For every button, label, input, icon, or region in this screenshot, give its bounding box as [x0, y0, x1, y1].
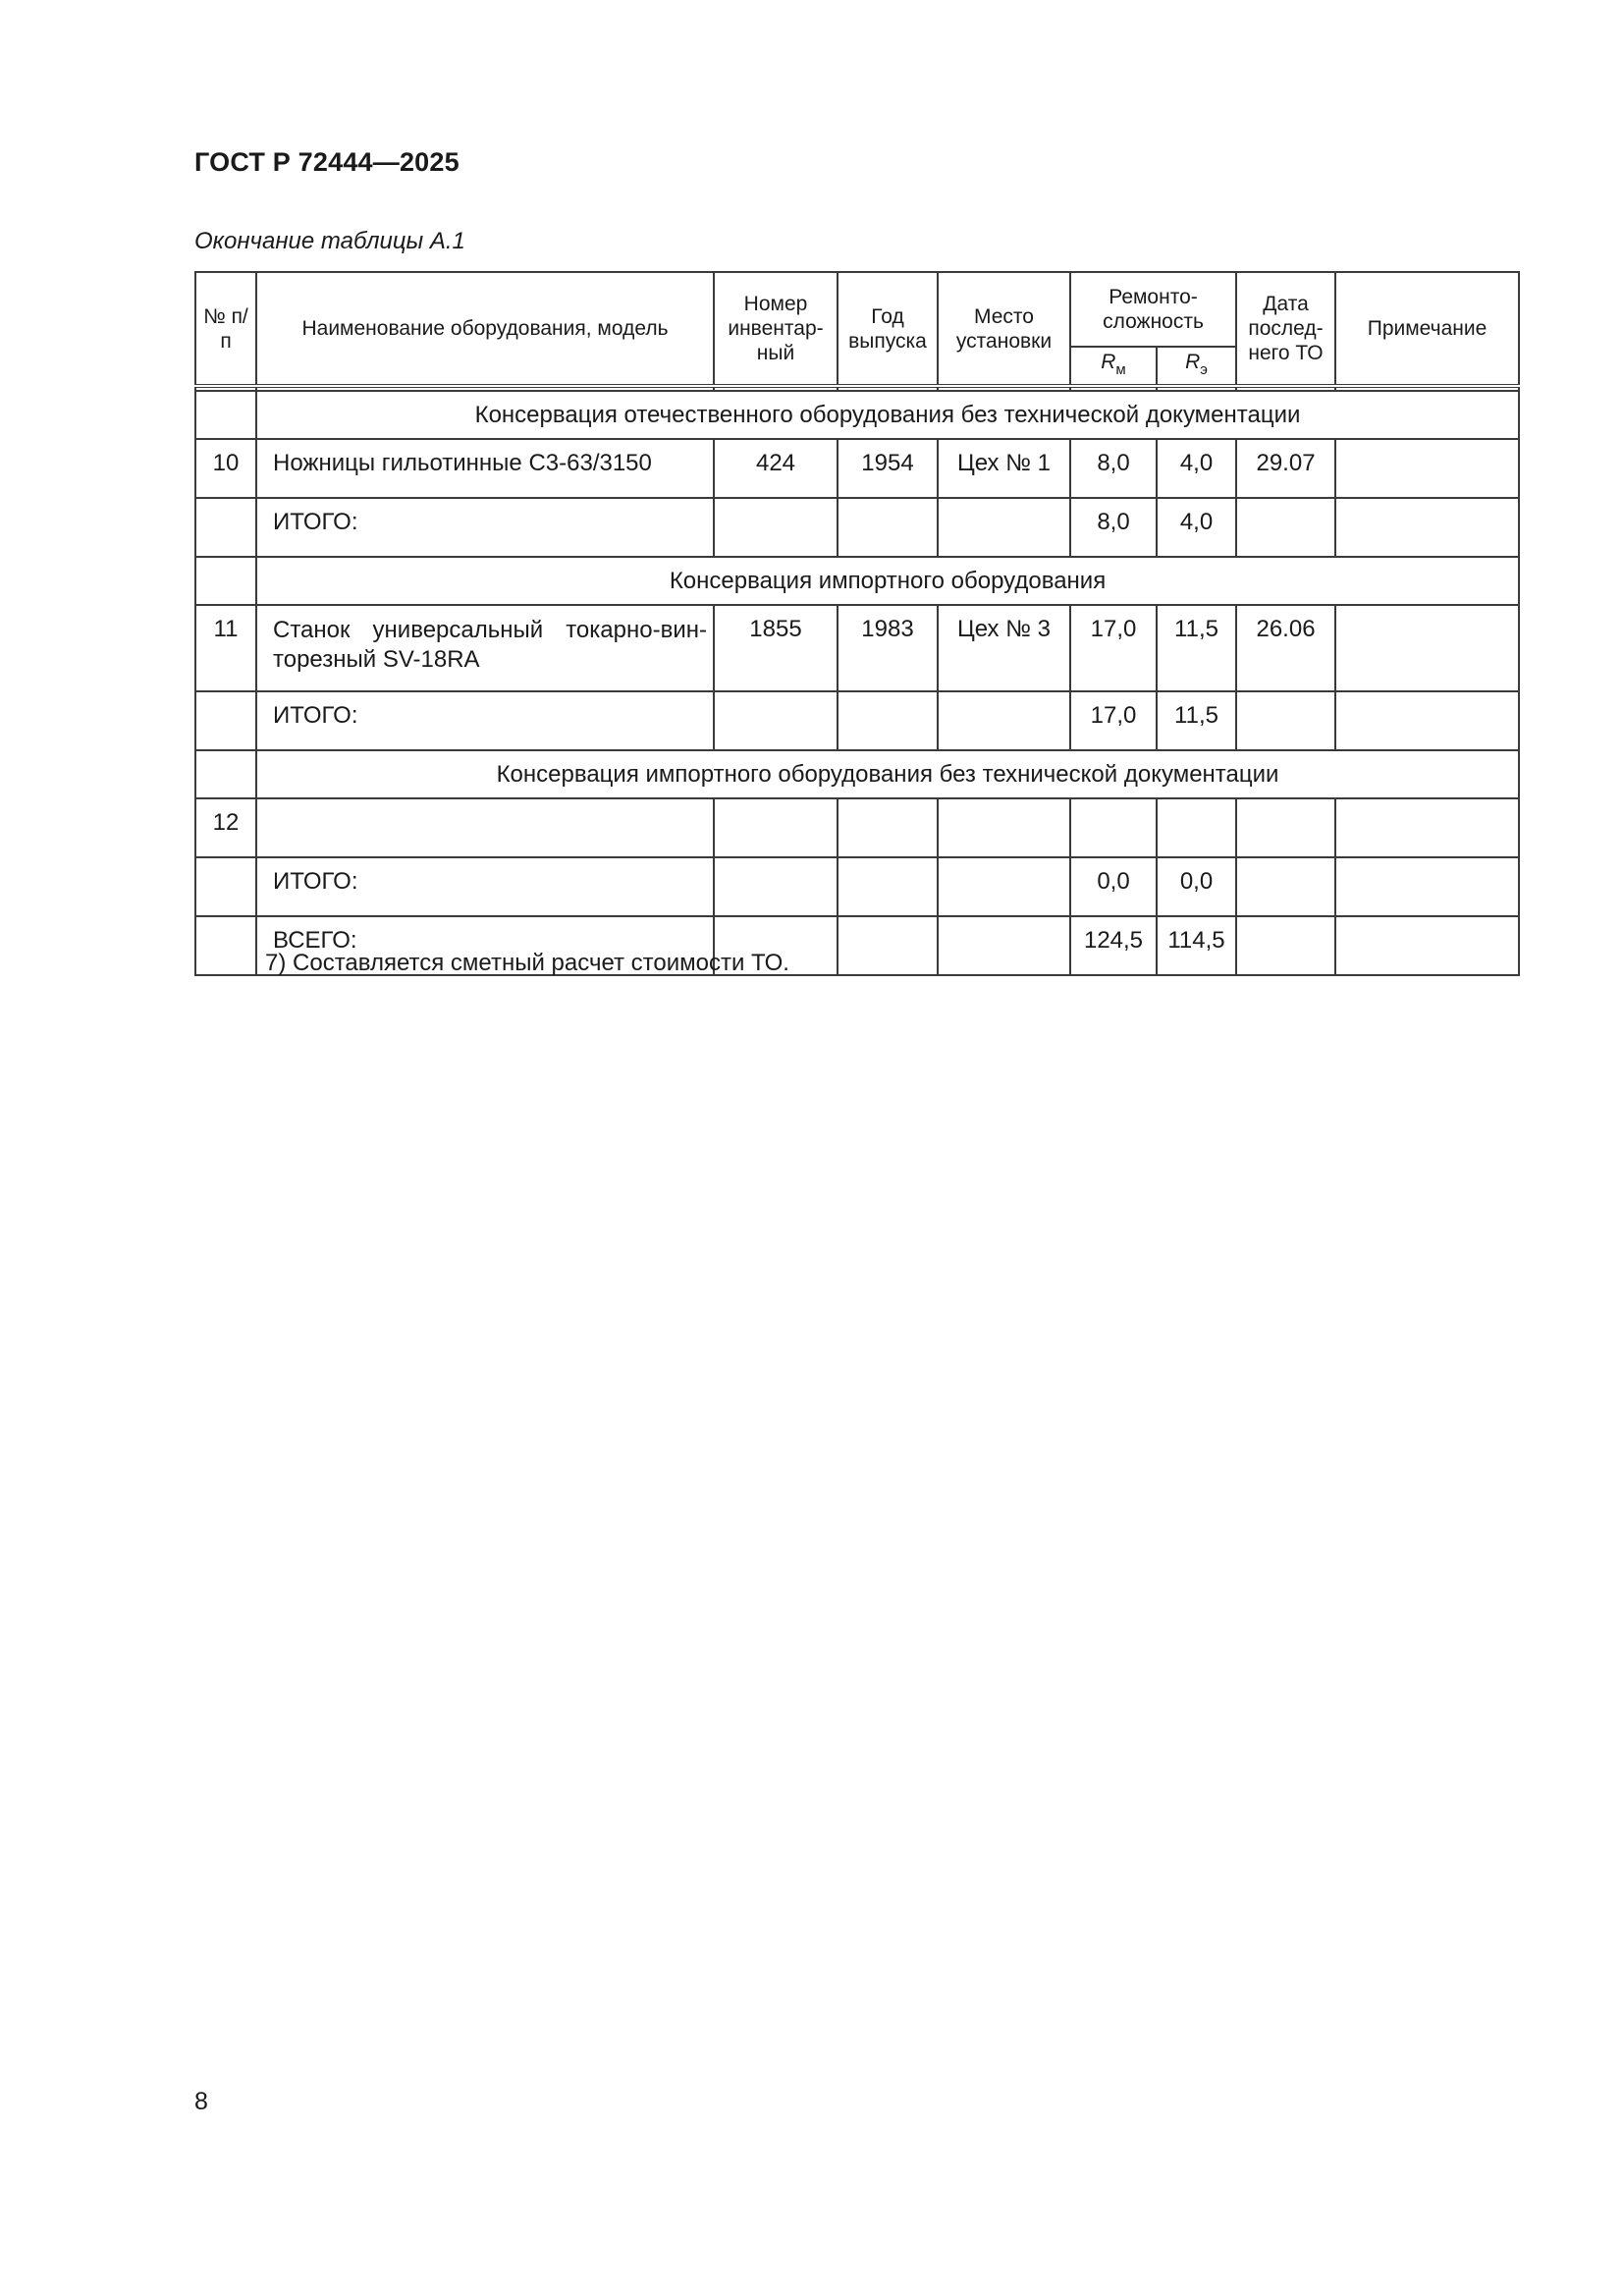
cell-num: 10: [195, 439, 256, 498]
cell-place: [938, 798, 1070, 857]
grand-total-label: ВСЕГО:: [256, 916, 714, 975]
grand-total-rm: 124,5: [1070, 916, 1157, 975]
section-title: Консервация импортного оборудования: [256, 557, 1519, 605]
section-row: [195, 391, 1519, 439]
cell-name: Ножницы гильотинные С3-63/3150: [256, 439, 714, 498]
cell-re: 11,5: [1157, 605, 1236, 691]
cell-year: 1954: [838, 439, 938, 498]
cell-name: [256, 798, 714, 857]
table-caption: Окончание таблицы А.1: [194, 228, 465, 254]
header-re: $R_э$: [1157, 347, 1236, 386]
total-re: 11,5: [1157, 691, 1236, 750]
cell-date: 26.06: [1236, 605, 1335, 691]
cell-num: 11: [195, 605, 256, 691]
total-label: ИТОГО:: [256, 498, 714, 557]
total-row: [195, 857, 1519, 916]
section-row: [195, 557, 1519, 605]
table-row: [195, 439, 1519, 498]
header-row: [195, 272, 1519, 347]
cell-date: 29.07: [1236, 439, 1335, 498]
total-label: ИТОГО:: [256, 691, 714, 750]
table-row: [195, 798, 1519, 857]
total-rm: 8,0: [1070, 498, 1157, 557]
cell-rm: 8,0: [1070, 439, 1157, 498]
cell-remark: [1335, 605, 1519, 691]
cell-rm: [1070, 798, 1157, 857]
cell-inventory: 1855: [714, 605, 838, 691]
cell-re: [1157, 798, 1236, 857]
header-date: Дата послед-него ТО: [1236, 272, 1335, 386]
cell-year: 1983: [838, 605, 938, 691]
document-code: ГОСТ Р 72444—2025: [194, 147, 460, 177]
header-name: Наименование оборудования, модель: [256, 272, 714, 386]
cell-remark: [1335, 798, 1519, 857]
cell-year: [838, 798, 938, 857]
grand-total-re: 114,5: [1157, 916, 1236, 975]
header-place: Место установки: [938, 272, 1070, 386]
header-num: № п/п: [195, 272, 256, 386]
cell-re: 4,0: [1157, 439, 1236, 498]
header-remark: Примечание: [1335, 272, 1519, 386]
equipment-table: [194, 271, 1520, 976]
total-re: 4,0: [1157, 498, 1236, 557]
cell-rm: 17,0: [1070, 605, 1157, 691]
cell-date: [1236, 798, 1335, 857]
cell-num: 12: [195, 798, 256, 857]
header-complexity: Ремонто-сложность: [1070, 272, 1236, 347]
total-row: [195, 498, 1519, 557]
table-row: [195, 605, 1519, 691]
section-title: Консервация импортного оборудования без технической документации: [256, 750, 1519, 798]
footnote: 7) Составляется сметный расчет стоимости ТО.: [265, 950, 789, 976]
header-rm: $R_м$: [1070, 347, 1157, 386]
section-row: [195, 750, 1519, 798]
cell-inventory: 424: [714, 439, 838, 498]
page-number: 8: [194, 2088, 208, 2115]
cell-name: Станок универсальный токарно-вин-торезный SV-18RA: [256, 605, 714, 691]
total-rm: 0,0: [1070, 857, 1157, 916]
header-inventory: Номер инвентар-ный: [714, 272, 838, 386]
total-row: [195, 691, 1519, 750]
total-label: ИТОГО:: [256, 857, 714, 916]
cell-place: Цех № 1: [938, 439, 1070, 498]
cell-inventory: [714, 798, 838, 857]
header-year: Год выпуска: [838, 272, 938, 386]
total-re: 0,0: [1157, 857, 1236, 916]
section-title: Консервация отечественного оборудования без технической документации: [256, 391, 1519, 439]
total-rm: 17,0: [1070, 691, 1157, 750]
cell-place: Цех № 3: [938, 605, 1070, 691]
cell-remark: [1335, 439, 1519, 498]
